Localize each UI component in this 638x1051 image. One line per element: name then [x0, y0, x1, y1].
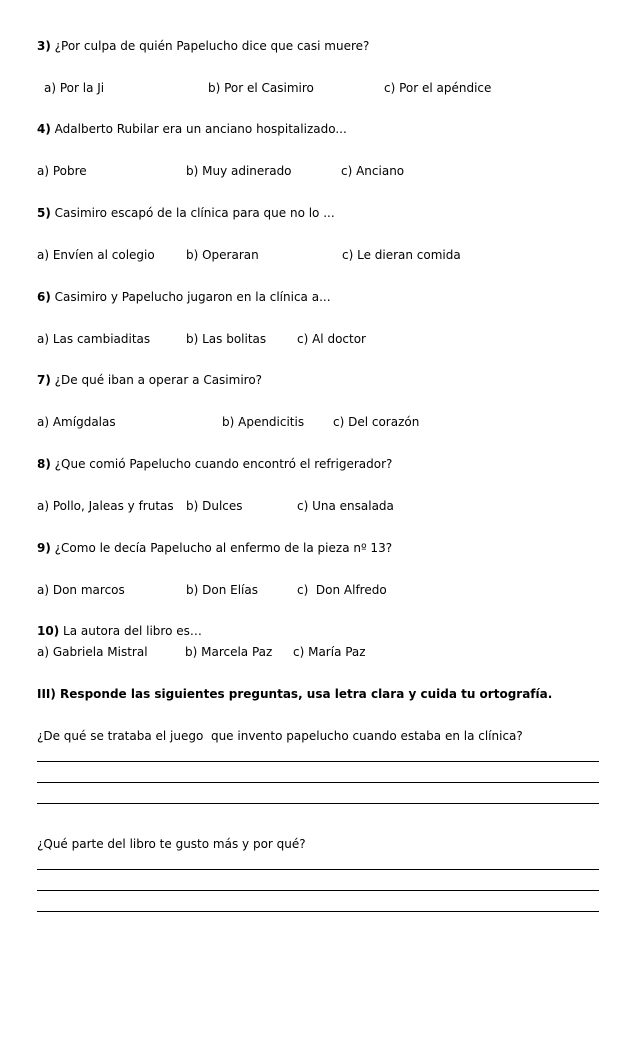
question-number: 7): [37, 373, 51, 387]
option-c: c) María Paz: [293, 645, 366, 659]
question-text: ¿Por culpa de quién Papelucho dice que casi muere?: [50, 39, 370, 53]
answer-line[interactable]: [37, 890, 599, 891]
answer-line[interactable]: [37, 803, 599, 804]
question-10: [37, 623, 202, 639]
question-text: Adalberto Rubilar era un anciano hospitalizado...: [50, 122, 347, 136]
question-5: [37, 205, 335, 221]
question-number: 3): [37, 39, 51, 53]
answer-line[interactable]: [37, 911, 599, 912]
question-text: La autora del libro es…: [59, 624, 202, 638]
question-6: [37, 289, 331, 305]
option-a: a) Envíen al colegio: [37, 248, 155, 262]
option-b: b) Operaran: [186, 248, 259, 262]
option-c: c) Le dieran comida: [342, 248, 461, 262]
open-question-1: ¿De qué se trataba el juego que invento papelucho cuando estaba en la clínica?: [37, 729, 523, 743]
open-question-2: ¿Qué parte del libro te gusto más y por qué?: [37, 837, 306, 851]
question-7: [37, 372, 262, 388]
question-number: 5): [37, 206, 51, 220]
section-heading: III) Responde las siguientes preguntas, usa letra clara y cuida tu ortografía.: [37, 687, 553, 701]
option-c: c) Don Alfredo: [297, 583, 387, 597]
option-b: b) Por el Casimiro: [208, 81, 314, 95]
question-8: [37, 456, 392, 472]
question-text: ¿Como le decía Papelucho al enfermo de la pieza nº 13?: [50, 541, 393, 555]
option-a: a) Pobre: [37, 164, 87, 178]
question-number: 9): [37, 541, 51, 555]
question-number: 10): [37, 624, 60, 638]
option-a: a) Gabriela Mistral: [37, 645, 148, 659]
question-3: [37, 38, 369, 54]
option-c: c) Una ensalada: [297, 499, 394, 513]
question-number: 8): [37, 457, 51, 471]
answer-line[interactable]: [37, 782, 599, 783]
question-text: Casimiro escapó de la clínica para que no lo ...: [50, 206, 335, 220]
option-a: a) Pollo, Jaleas y frutas: [37, 499, 174, 513]
question-4: [37, 121, 347, 137]
option-c: c) Anciano: [341, 164, 405, 178]
question-number: 4): [37, 122, 51, 136]
option-a: a) Don marcos: [37, 583, 125, 597]
answer-line[interactable]: [37, 869, 599, 870]
option-a: a) Amígdalas: [37, 415, 116, 429]
question-text: ¿De qué iban a operar a Casimiro?: [50, 373, 263, 387]
option-c: c) Por el apéndice: [384, 81, 492, 95]
question-number: 6): [37, 290, 51, 304]
option-b: b) Dulces: [186, 499, 243, 513]
option-b: b) Las bolitas: [186, 332, 267, 346]
option-b: b) Muy adinerado: [186, 164, 292, 178]
option-c: c) Del corazón: [333, 415, 420, 429]
option-c: c) Al doctor: [297, 332, 366, 346]
question-text: ¿Que comió Papelucho cuando encontró el refrigerador?: [50, 457, 393, 471]
question-9: [37, 540, 392, 556]
question-text: Casimiro y Papelucho jugaron en la clínica a...: [50, 290, 331, 304]
option-b: b) Apendicitis: [222, 415, 305, 429]
option-b: b) Marcela Paz: [185, 645, 273, 659]
option-a: a) Las cambiaditas: [37, 332, 151, 346]
answer-line[interactable]: [37, 761, 599, 762]
option-a: a) Por la Ji: [44, 81, 105, 95]
option-b: b) Don Elías: [186, 583, 258, 597]
